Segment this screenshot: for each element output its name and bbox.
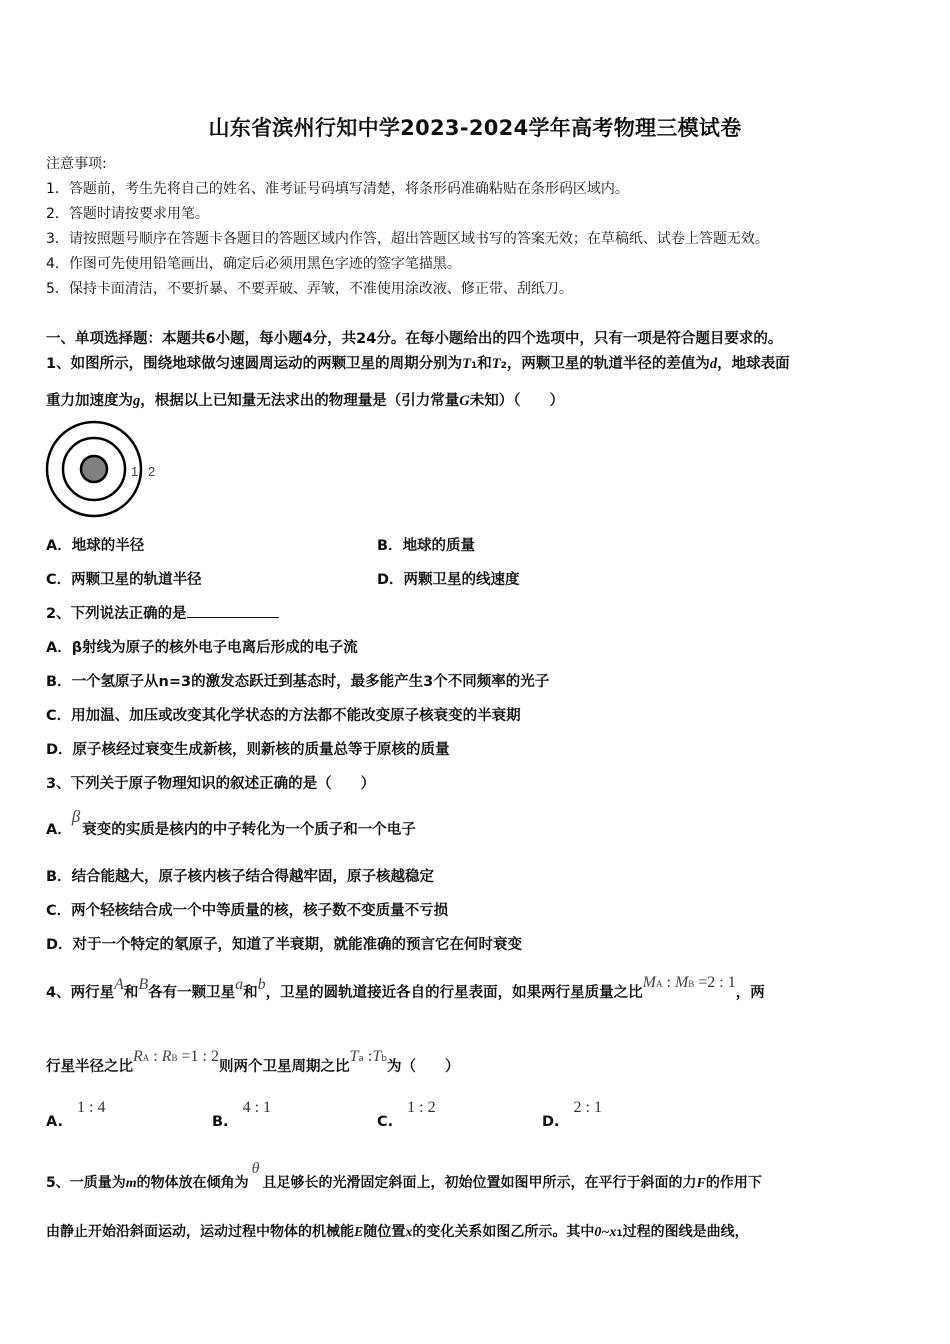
option-value: 4 : 1 (242, 1099, 272, 1116)
option-letter: B. (212, 1114, 229, 1130)
q1-text: ，两颗卫星的轨道半径的差值为 (506, 356, 710, 372)
q4-text: 则两个卫星周期之比 (219, 1059, 350, 1075)
q4-satellite-b: b (257, 976, 266, 993)
q2-option-a[interactable] (46, 636, 358, 657)
note-item: 5．保持卡面清洁，不要折暴、不要弄破、弄皱，不准使用涂改液、修正带、刮纸刀。 (46, 281, 573, 297)
q5-stem-line2 (46, 1221, 749, 1241)
q4-text: ，两 (735, 985, 765, 1001)
q1-text: 1、如图所示，围绕地球做匀速圆周运动的两颗卫星的周期分别为 (46, 356, 463, 372)
q5-text: 的变化关系如图乙所示。其中 (412, 1224, 595, 1240)
q3-option-d[interactable] (46, 933, 522, 954)
option-text: 两颗卫星的线速度 (403, 572, 520, 588)
q4-planet-A: A (114, 976, 124, 993)
q5-text: 且足够长的光滑固定斜面上，初始位置如图甲所示，在平行于斜面的力 (262, 1175, 697, 1191)
option-text: β射线为原子的核外电子电离后形成的电子流 (71, 640, 358, 656)
q1-text: 未知）（ ） (469, 393, 564, 409)
q5-text: 过程的图线是曲线， (622, 1224, 749, 1240)
q3-option-b[interactable] (46, 865, 434, 886)
answer-blank[interactable] (187, 605, 279, 618)
q1-text: 和 (477, 356, 492, 372)
q1-option-d[interactable] (377, 568, 520, 589)
option-letter: C． (46, 708, 72, 724)
q4-stem-line1 (46, 974, 765, 1002)
q4-text: 各有一颗卫星 (148, 985, 236, 1001)
page-title: 山东省滨州行知中学2023-2024学年高考物理三模试卷 (208, 116, 742, 140)
option-text: 地球的半径 (71, 538, 145, 554)
q2-option-d[interactable] (46, 738, 450, 759)
q5-stem-line1 (46, 1160, 762, 1192)
option-text: 原子核经过衰变生成新核，则新核的质量总等于原核的质量 (72, 742, 450, 758)
q5-text: 的作用下 (705, 1175, 762, 1191)
q1-text: 重力加速度为 (46, 393, 133, 409)
notes-heading: 注意事项: (46, 156, 107, 172)
q5-text: 随位置 (363, 1224, 406, 1240)
q2-text: 2、下列说法正确的是 (46, 606, 187, 622)
q5-theta: θ (251, 1160, 260, 1177)
q4-option-b[interactable] (212, 1099, 272, 1131)
beta-symbol: β (71, 807, 81, 826)
q2-option-b[interactable] (46, 670, 549, 691)
q3-option-c[interactable] (46, 899, 448, 920)
q1-stem-line2 (46, 389, 564, 410)
q1-T2: T (491, 356, 501, 372)
q1-stem-line1 (46, 352, 790, 373)
q1-T1: T (462, 356, 471, 372)
orbit-figure (44, 420, 154, 520)
q1-option-c[interactable] (46, 568, 202, 589)
option-letter: A． (46, 538, 72, 554)
option-value: 1 : 2 (407, 1099, 436, 1116)
note-item: 3．请按照题号顺序在答题卡各题目的答题区域内作答，超出答题区域书写的答案无效；在草稿纸、试卷上答题无效。 (46, 231, 769, 247)
q4-text: 4、两行星 (46, 985, 115, 1001)
q4-option-d[interactable] (542, 1099, 602, 1131)
option-text: 地球的质量 (402, 538, 476, 554)
q5-text: 由静止开始沿斜面运动，运动过程中物体的机械能 (46, 1224, 354, 1240)
q4-text: 为（ ） (387, 1059, 460, 1075)
period-ratio: Ta :Tb (349, 1048, 387, 1065)
q4-option-a[interactable] (46, 1099, 106, 1131)
option-text: 一个氢原子从n=3的激发态跃迁到基态时，最多能产生3个不同频率的光子 (71, 674, 550, 690)
q4-text: 行星半径之比 (46, 1059, 133, 1075)
q4-option-c[interactable] (377, 1099, 436, 1131)
option-letter: C． (46, 903, 72, 919)
q1-g: g (133, 393, 141, 409)
q1-T2-sub: 2 (500, 361, 507, 371)
note-item: 1．答题前，考生先将自己的姓名、准考证号码填写清楚，将条形码准确粘贴在条形码区域内。 (46, 181, 629, 197)
q4-planet-B: B (138, 976, 149, 993)
q4-text: ，卫星的圆轨道接近各自的行星表面，如果两行星质量之比 (265, 985, 643, 1001)
q1-option-a[interactable] (46, 534, 144, 555)
option-letter: D． (46, 742, 73, 758)
q1-text: ，地球表面 (717, 356, 790, 372)
option-text: 结合能越大，原子核内核子结合得越牢固，原子核越稳定 (71, 869, 435, 885)
option-letter: B． (46, 674, 72, 690)
q1-G: G (459, 393, 470, 409)
option-text: 对于一个特定的氡原子，知道了半衰期，就能准确的预言它在何时衰变 (72, 937, 523, 953)
option-value: 1 : 4 (77, 1099, 106, 1116)
option-text: 衰变的实质是核内的中子转化为一个质子和一个电子 (82, 822, 416, 838)
q5-text: 5、一质量为 (46, 1175, 126, 1191)
q4-text: 和 (123, 985, 139, 1001)
q4-stem-line2 (46, 1048, 460, 1076)
note-item: 4．作图可先使用铅笔画出，确定后必须用黑色字迹的签字笔描黑。 (46, 256, 461, 272)
q3-option-a[interactable] (46, 807, 416, 839)
q1-d: d (709, 356, 718, 372)
mass-ratio: MA : MB =2 : 1 (642, 974, 736, 991)
option-letter: A． (46, 822, 72, 838)
q5-text: 的物体放在倾角为 (136, 1175, 249, 1191)
option-letter: B． (377, 538, 403, 554)
section-heading: 一、单项选择题：本题共6小题，每小题4分，共24分。在每小题给出的四个选项中，只有一项是符合题目要求的。 (46, 331, 783, 347)
q5-m: m (125, 1176, 137, 1191)
q4-text: 和 (243, 985, 258, 1001)
option-letter: D． (46, 937, 73, 953)
q1-text: ，根据以上已知量无法求出的物理量是（引力常量 (140, 393, 460, 409)
q5-E: E (354, 1225, 364, 1240)
option-letter: B． (46, 869, 72, 885)
option-letter: D． (377, 572, 404, 588)
option-letter: C. (377, 1114, 394, 1130)
q1-T1-sub: 1 (470, 361, 478, 371)
option-letter: A. (46, 1114, 63, 1130)
q5-range: 0~x (594, 1225, 617, 1240)
q3-stem: 3、下列关于原子物理知识的叙述正确的是（ ） (46, 776, 376, 792)
option-text: 两颗卫星的轨道半径 (71, 572, 202, 588)
option-text: 两个轻核结合成一个中等质量的核，核子数不变质量不亏损 (71, 903, 449, 919)
option-letter: A． (46, 640, 72, 656)
q5-F: F (696, 1176, 706, 1191)
q1-option-b[interactable] (377, 534, 475, 555)
note-item: 2．答题时请按要求用笔。 (46, 206, 209, 222)
option-letter: C． (46, 572, 72, 588)
orbit-label-2: 2 (148, 464, 156, 479)
q2-option-c[interactable] (46, 704, 521, 725)
radius-ratio: RA : RB =1 : 2 (133, 1048, 219, 1065)
orbit-label-1: 1 (131, 464, 139, 479)
q5-range-sub: 1 (616, 1229, 623, 1239)
option-text: 用加温、加压或改变其化学状态的方法都不能改变原子核衰变的半衰期 (71, 708, 521, 724)
option-letter: D. (542, 1114, 560, 1130)
q4-satellite-a: a (235, 976, 244, 993)
option-value: 2 : 1 (573, 1099, 602, 1116)
q5-x: x (405, 1225, 413, 1240)
q2-stem (46, 602, 279, 623)
